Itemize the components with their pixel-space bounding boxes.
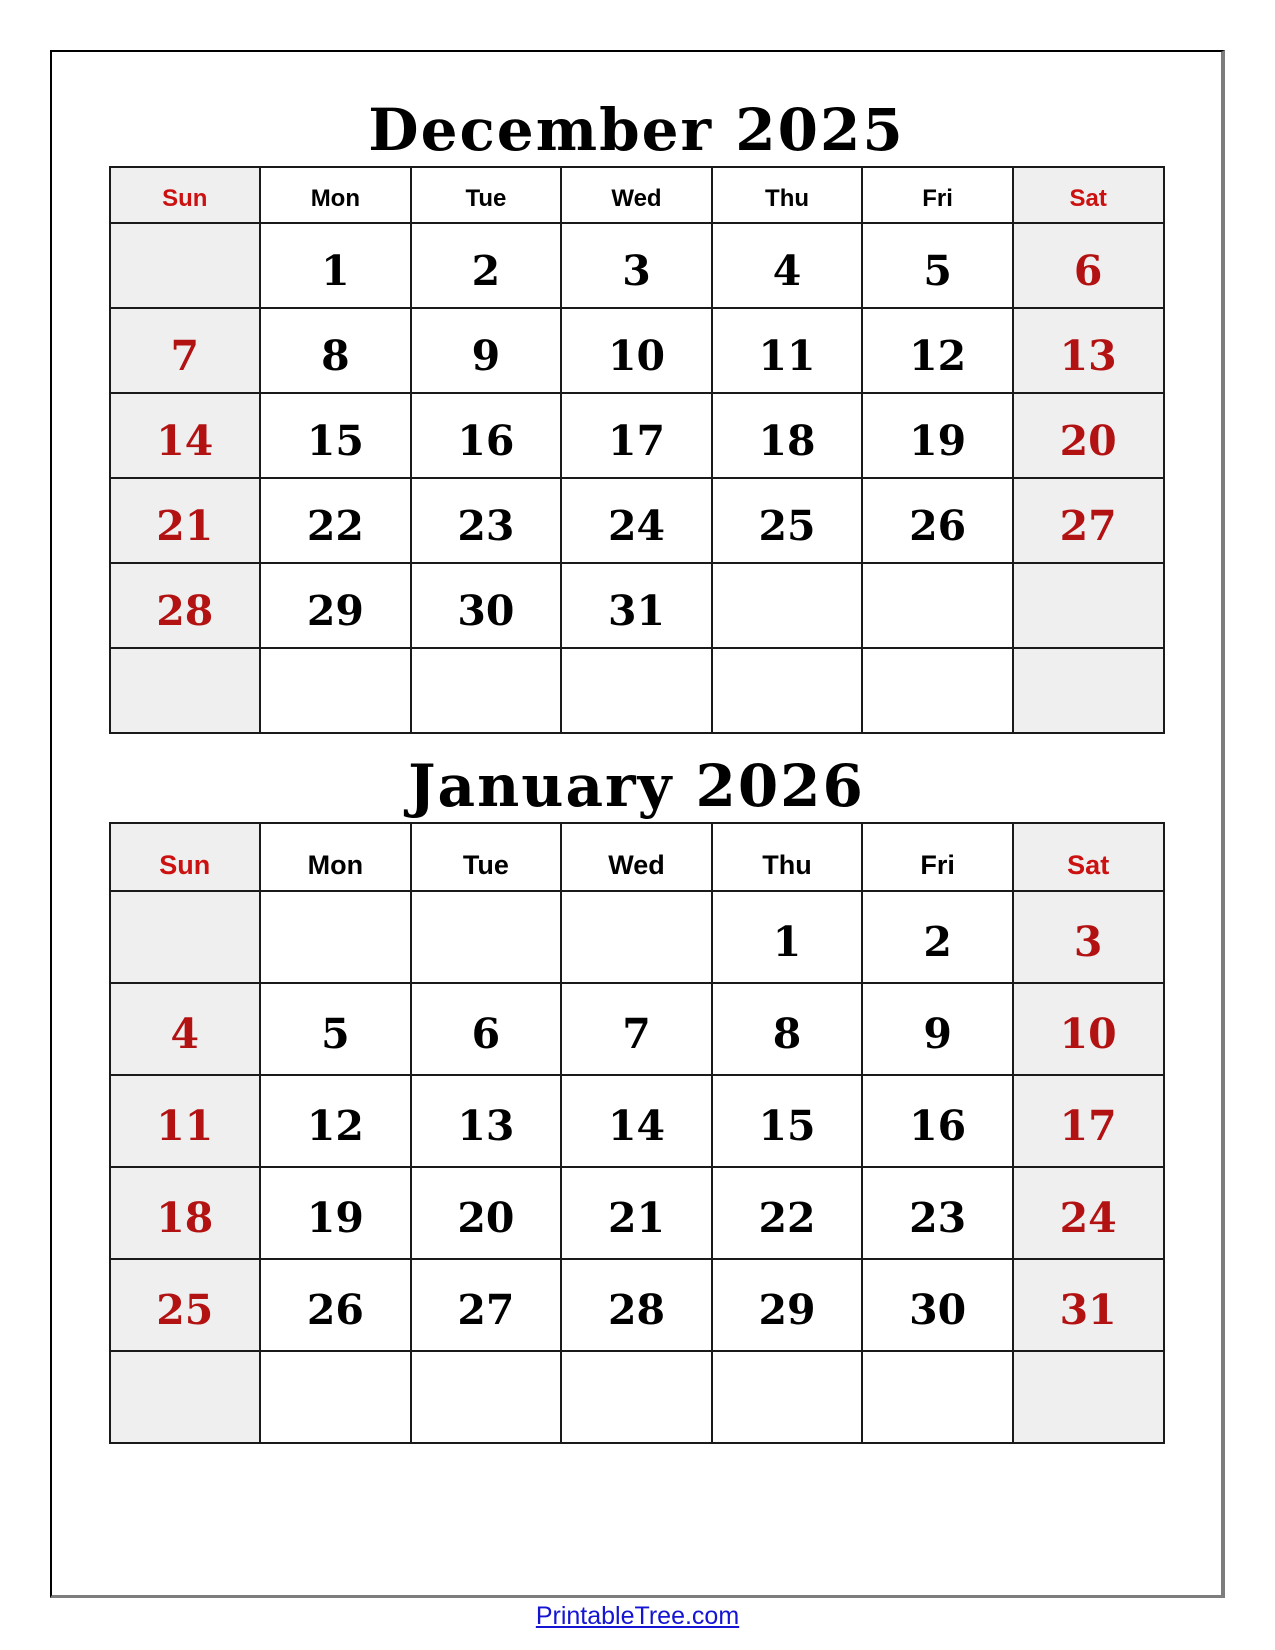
date-cell-28: 28 (110, 563, 261, 648)
footer-link[interactable]: PrintableTree.com (535, 1602, 740, 1630)
date-cell-19: 19 (260, 1167, 411, 1259)
date-cell-16: 16 (411, 393, 562, 478)
date-cell-31: 31 (561, 563, 712, 648)
date-cell-4: 4 (110, 983, 261, 1075)
date-cell-1: 1 (260, 223, 411, 308)
date-cell-27: 27 (411, 1259, 562, 1351)
day-header-thu: Thu (712, 167, 863, 223)
week-row (110, 983, 1164, 1075)
date-cell-12: 12 (260, 1075, 411, 1167)
week-row (110, 478, 1164, 563)
calendar-grid-december (109, 166, 1165, 734)
date-cell-18: 18 (712, 393, 863, 478)
empty-cell (411, 648, 562, 733)
month-section-january (52, 750, 1221, 1444)
date-cell-27: 27 (1013, 478, 1164, 563)
empty-cell (1013, 1351, 1164, 1443)
date-cell-18: 18 (110, 1167, 261, 1259)
date-cell-8: 8 (260, 308, 411, 393)
date-cell-12: 12 (862, 308, 1013, 393)
date-cell-10: 10 (1013, 983, 1164, 1075)
date-cell-19: 19 (862, 393, 1013, 478)
empty-cell (561, 648, 712, 733)
date-cell-29: 29 (712, 1259, 863, 1351)
date-cell-4: 4 (712, 223, 863, 308)
page-frame (50, 50, 1225, 1598)
day-header-wed: Wed (561, 167, 712, 223)
date-cell-9: 9 (862, 983, 1013, 1075)
day-header-mon: Mon (260, 167, 411, 223)
empty-cell (110, 1351, 261, 1443)
month-title-january: January 2026 (408, 752, 865, 820)
day-header-fri: Fri (862, 823, 1013, 891)
week-row (110, 1351, 1164, 1443)
date-cell-15: 15 (712, 1075, 863, 1167)
date-cell-25: 25 (110, 1259, 261, 1351)
day-header-thu: Thu (712, 823, 863, 891)
date-cell-26: 26 (260, 1259, 411, 1351)
day-header-mon: Mon (260, 823, 411, 891)
footer (0, 1602, 1275, 1631)
day-header-sun: Sun (110, 823, 261, 891)
date-cell-2: 2 (862, 891, 1013, 983)
empty-cell (110, 648, 261, 733)
week-row (110, 648, 1164, 733)
empty-cell (110, 891, 261, 983)
empty-cell (712, 563, 863, 648)
empty-cell (110, 223, 261, 308)
calendar-grid-january (109, 822, 1165, 1444)
empty-cell (1013, 563, 1164, 648)
empty-cell (411, 1351, 562, 1443)
day-header-fri: Fri (862, 167, 1013, 223)
day-header-tue: Tue (411, 823, 562, 891)
week-row (110, 1167, 1164, 1259)
date-cell-30: 30 (411, 563, 562, 648)
date-cell-6: 6 (1013, 223, 1164, 308)
date-cell-10: 10 (561, 308, 712, 393)
empty-cell (862, 563, 1013, 648)
date-cell-14: 14 (110, 393, 261, 478)
empty-cell (1013, 648, 1164, 733)
date-cell-25: 25 (712, 478, 863, 563)
date-cell-28: 28 (561, 1259, 712, 1351)
empty-cell (260, 891, 411, 983)
date-cell-7: 7 (110, 308, 261, 393)
day-header-sat: Sat (1013, 167, 1164, 223)
date-cell-6: 6 (411, 983, 562, 1075)
date-cell-22: 22 (260, 478, 411, 563)
date-cell-26: 26 (862, 478, 1013, 563)
date-cell-11: 11 (110, 1075, 261, 1167)
date-cell-20: 20 (1013, 393, 1164, 478)
date-cell-30: 30 (862, 1259, 1013, 1351)
month-section-december (52, 94, 1221, 734)
empty-cell (862, 648, 1013, 733)
date-cell-1: 1 (712, 891, 863, 983)
day-header-row (110, 167, 1164, 223)
date-cell-7: 7 (561, 983, 712, 1075)
date-cell-5: 5 (862, 223, 1013, 308)
week-row (110, 891, 1164, 983)
week-row (110, 393, 1164, 478)
date-cell-15: 15 (260, 393, 411, 478)
day-header-row (110, 823, 1164, 891)
date-cell-11: 11 (712, 308, 863, 393)
date-cell-3: 3 (561, 223, 712, 308)
day-header-wed: Wed (561, 823, 712, 891)
date-cell-9: 9 (411, 308, 562, 393)
date-cell-17: 17 (1013, 1075, 1164, 1167)
date-cell-31: 31 (1013, 1259, 1164, 1351)
day-header-tue: Tue (411, 167, 562, 223)
date-cell-5: 5 (260, 983, 411, 1075)
empty-cell (561, 1351, 712, 1443)
date-cell-24: 24 (561, 478, 712, 563)
week-row (110, 223, 1164, 308)
week-row (110, 563, 1164, 648)
empty-cell (260, 648, 411, 733)
date-cell-20: 20 (411, 1167, 562, 1259)
date-cell-13: 13 (411, 1075, 562, 1167)
empty-cell (260, 1351, 411, 1443)
date-cell-17: 17 (561, 393, 712, 478)
date-cell-16: 16 (862, 1075, 1013, 1167)
empty-cell (862, 1351, 1013, 1443)
date-cell-2: 2 (411, 223, 562, 308)
empty-cell (712, 648, 863, 733)
date-cell-23: 23 (862, 1167, 1013, 1259)
week-row (110, 1075, 1164, 1167)
day-header-sat: Sat (1013, 823, 1164, 891)
empty-cell (411, 891, 562, 983)
week-row (110, 1259, 1164, 1351)
date-cell-23: 23 (411, 478, 562, 563)
month-title-december: December 2025 (368, 96, 905, 164)
week-row (110, 308, 1164, 393)
day-header-sun: Sun (110, 167, 261, 223)
date-cell-24: 24 (1013, 1167, 1164, 1259)
date-cell-22: 22 (712, 1167, 863, 1259)
date-cell-3: 3 (1013, 891, 1164, 983)
empty-cell (561, 891, 712, 983)
date-cell-21: 21 (110, 478, 261, 563)
date-cell-21: 21 (561, 1167, 712, 1259)
date-cell-14: 14 (561, 1075, 712, 1167)
date-cell-13: 13 (1013, 308, 1164, 393)
date-cell-29: 29 (260, 563, 411, 648)
empty-cell (712, 1351, 863, 1443)
date-cell-8: 8 (712, 983, 863, 1075)
